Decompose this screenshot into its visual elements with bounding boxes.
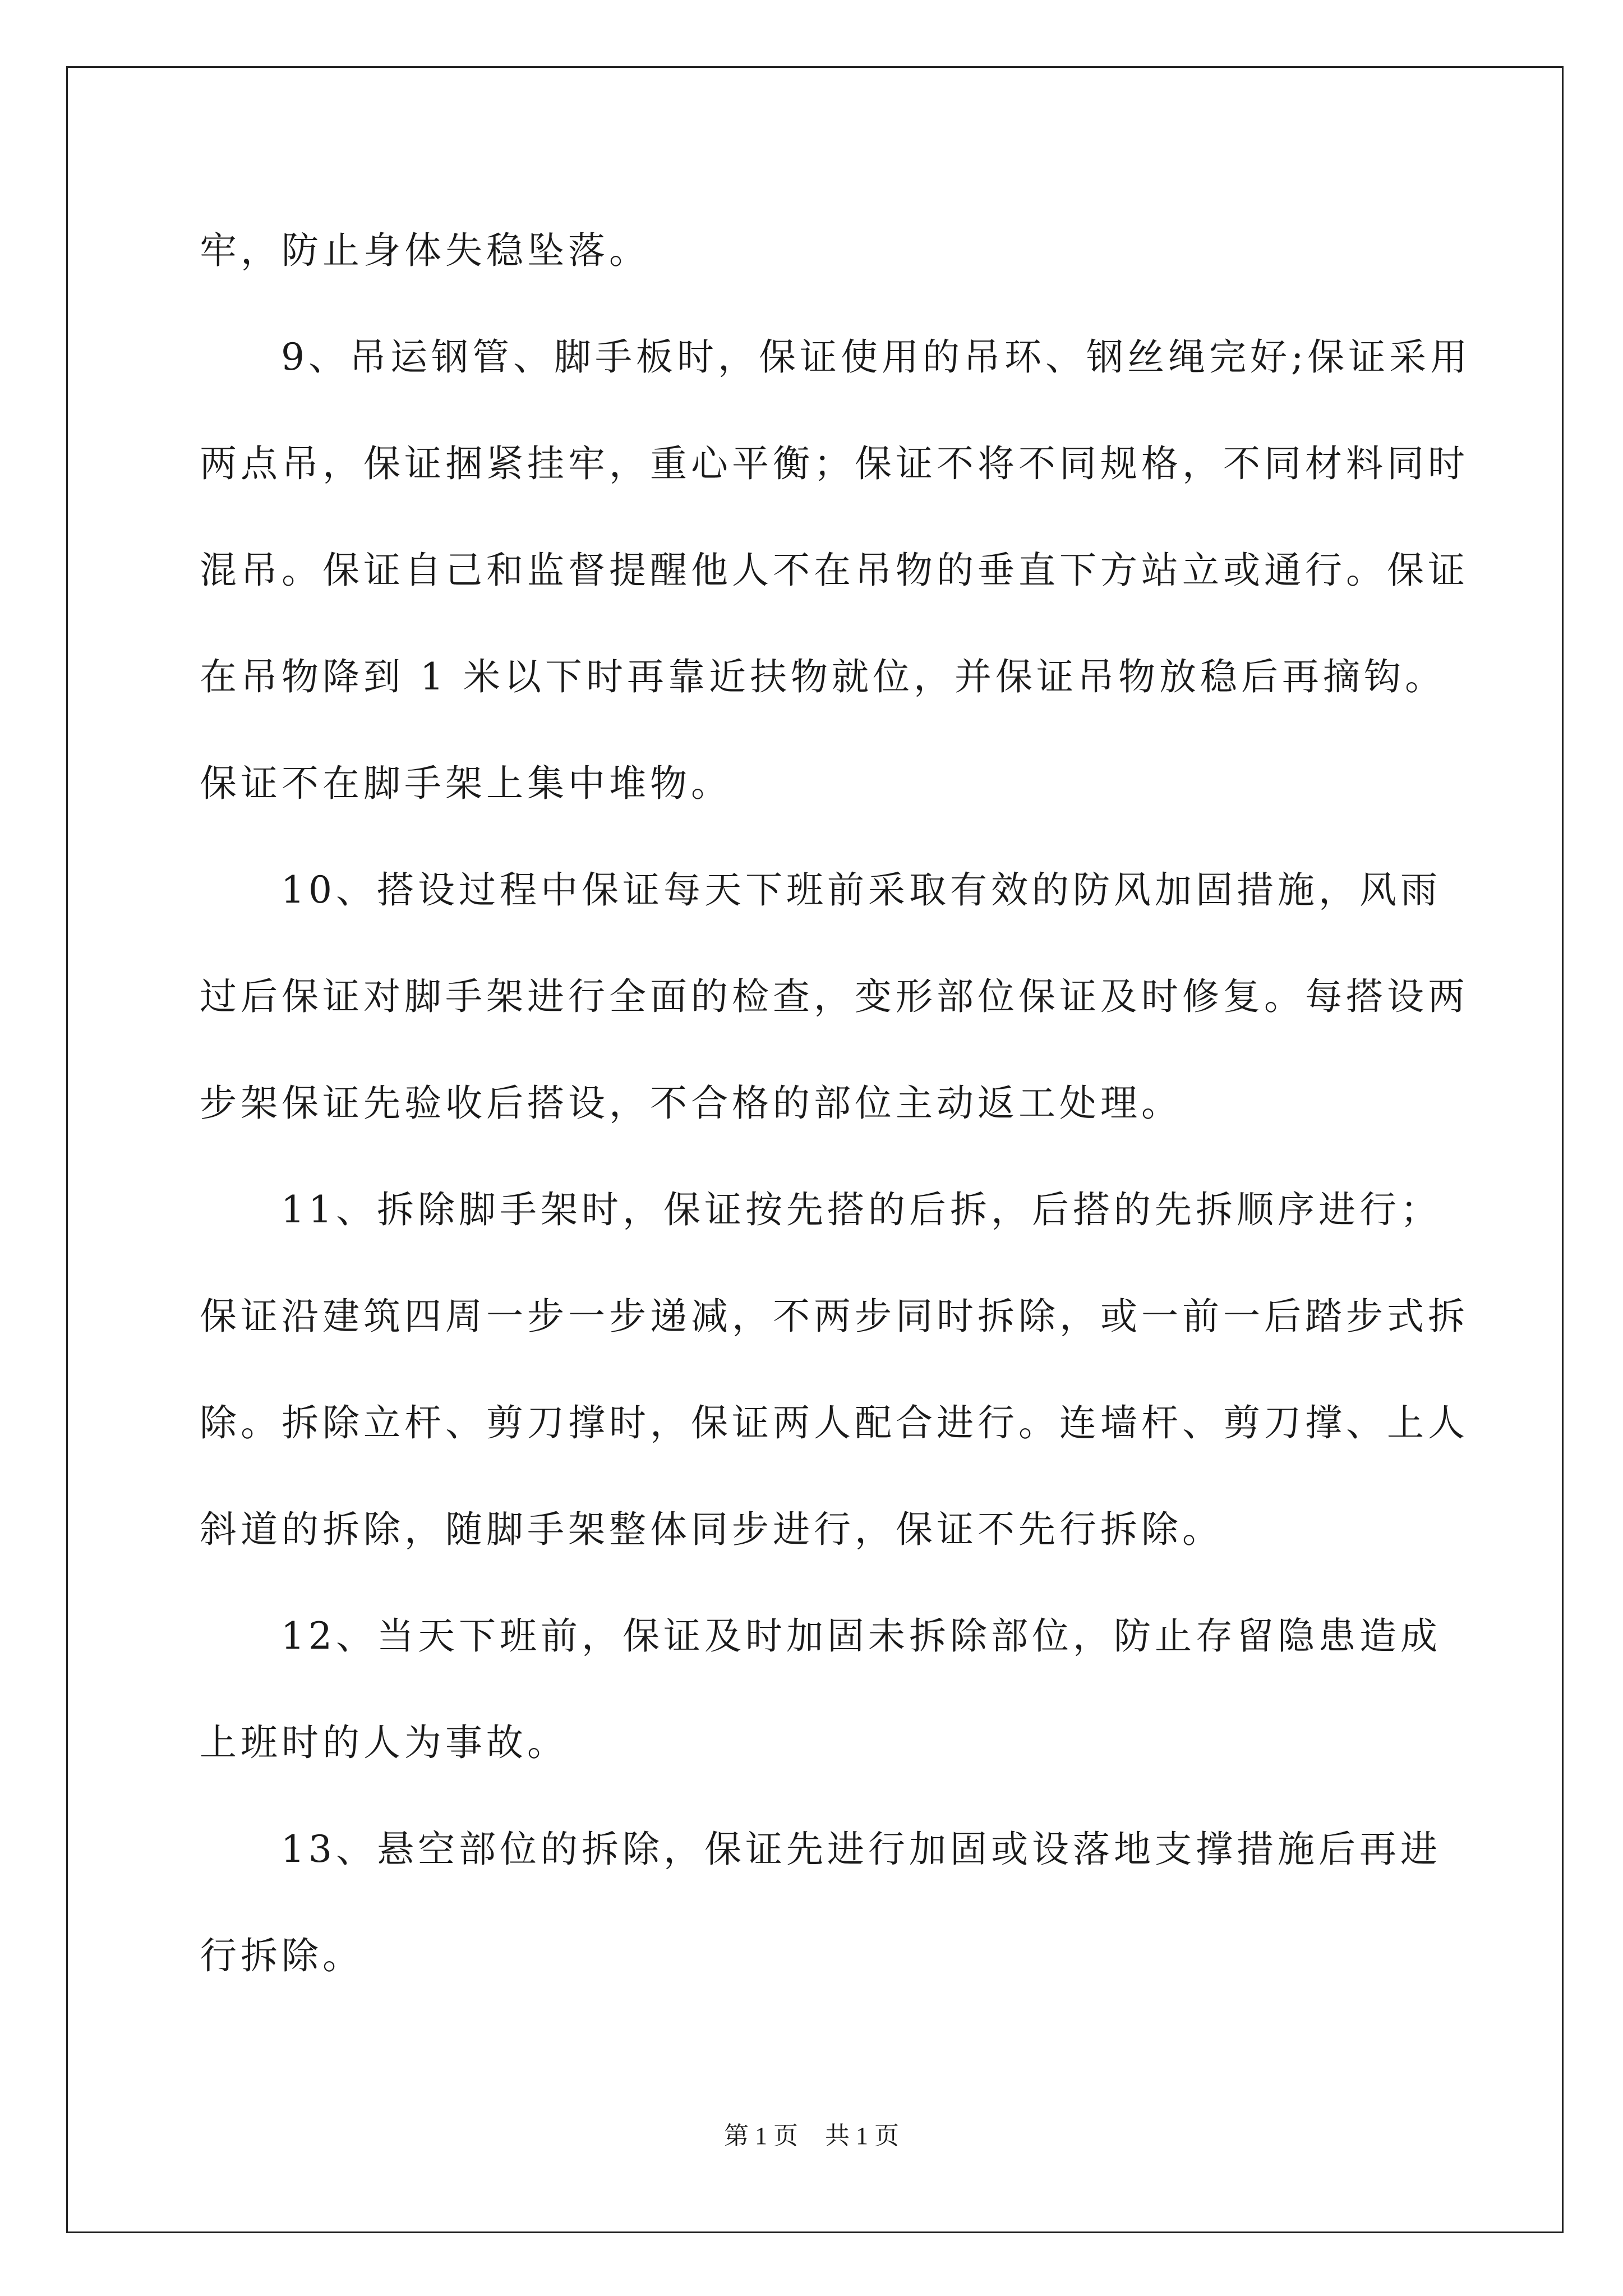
page-footer [0,2119,1623,2153]
document-body [200,197,1473,2009]
paragraph-item-10: 10、搭设过程中保证每天下班前采取有效的防风加固措施，风雨过后保证对脚手架进行全面的检查，变形部位保证及时修复。每搭设两步架保证先验收后搭设，不合格的部位主动返工处理。 [200,868,1469,1125]
paragraph-continuation: 牢，防止身体失稳坠落。 [200,229,650,272]
paragraph-item-13: 13、悬空部位的拆除，保证先进行加固或设落地支撑措施后再进行拆除。 [200,1828,1441,1977]
page-number-total: 共 1 页 [825,2122,899,2150]
page-number-current: 第 1 页 [724,2122,798,2150]
paragraph-item-11: 11、拆除脚手架时，保证按先搭的后拆，后搭的先拆顺序进行；保证沿建筑四周一步一步递减，不两步同时拆除，或一前一后踏步式拆除。拆除立杆、剪刀撑时，保证两人配合进行。连墙杆、剪刀撑、上人斜道的拆除，随脚手架整体同步进行，保证不先行拆除。 [200,1188,1469,1551]
paragraph-item-9: 9、吊运钢管、脚手板时，保证使用的吊环、钢丝绳完好;保证采用两点吊，保证捆紧挂牢，重心平衡；保证不将不同规格，不同材料同时混吊。保证自己和监督提醒他人不在吊物的垂直下方站立或通行。保证在吊物降到 1 米以下时再靠近扶物就位，并保证吊物放稳后再摘钩。保证不在脚手架上集中堆物。 [200,335,1472,805]
paragraph-item-12: 12、当天下班前，保证及时加固未拆除部位，防止存留隐患造成上班时的人为事故。 [200,1614,1441,1764]
